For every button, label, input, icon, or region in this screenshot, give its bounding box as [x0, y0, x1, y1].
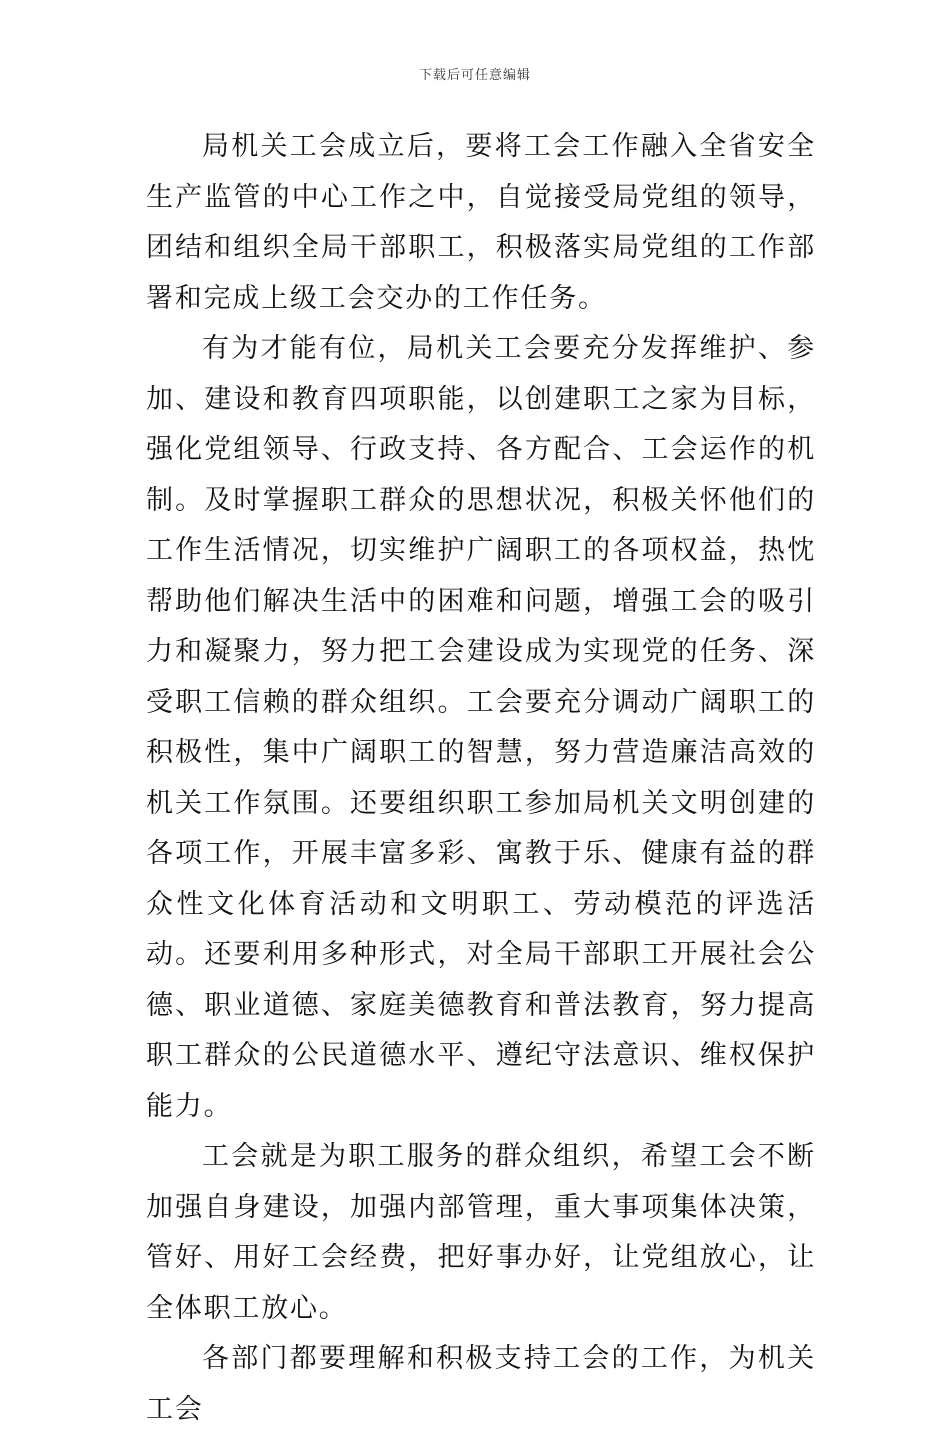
paragraph-3: 工会就是为职工服务的群众组织，希望工会不断加强自身建设，加强内部管理，重大事项集体决策，管好、用好工会经费，把好事办好，让党组放心，让全体职工放心。 [146, 1141, 816, 1324]
paragraph-1: 局机关工会成立后，要将工会工作融入全省安全生产监管的中心工作之中，自觉接受局党组的领导，团结和组织全局干部职工，积极落实局党组的工作部署和完成上级工会交办的工作任务。 [146, 131, 816, 314]
document-body [146, 122, 816, 1435]
paragraph-4: 各部门都要理解和积极支持工会的工作，为机关工会 [146, 1343, 816, 1425]
paragraph-2: 有为才能有位，局机关工会要充分发挥维护、参加、建设和教育四项职能，以创建职工之家为目标，强化党组领导、行政支持、各方配合、工会运作的机制。及时掌握职工群众的思想状况，积极关怀他们的工作生活情况，切实维护广阔职工的各项权益，热忱帮助他们解决生活中的困难和问题，增强工会的吸引力和凝聚力，努力把工会建设成为实现党的任务、深受职工信赖的群众组织。工会要充分调动广阔职工的积极性，集中广阔职工的智慧，努力营造廉洁高效的机关工作氛围。还要组织职工参加局机关文明创建的各项工作，开展丰富多彩、寓教于乐、健康有益的群众性文化体育活动和文明职工、劳动模范的评选活动。还要利用多种形式，对全局干部职工开展社会公德、职业道德、家庭美德教育和普法教育，努力提高职工群众的公民道德水平、遵纪守法意识、维权保护能力。 [146, 333, 816, 1122]
header-note: 下载后可任意编辑 [418, 68, 531, 83]
